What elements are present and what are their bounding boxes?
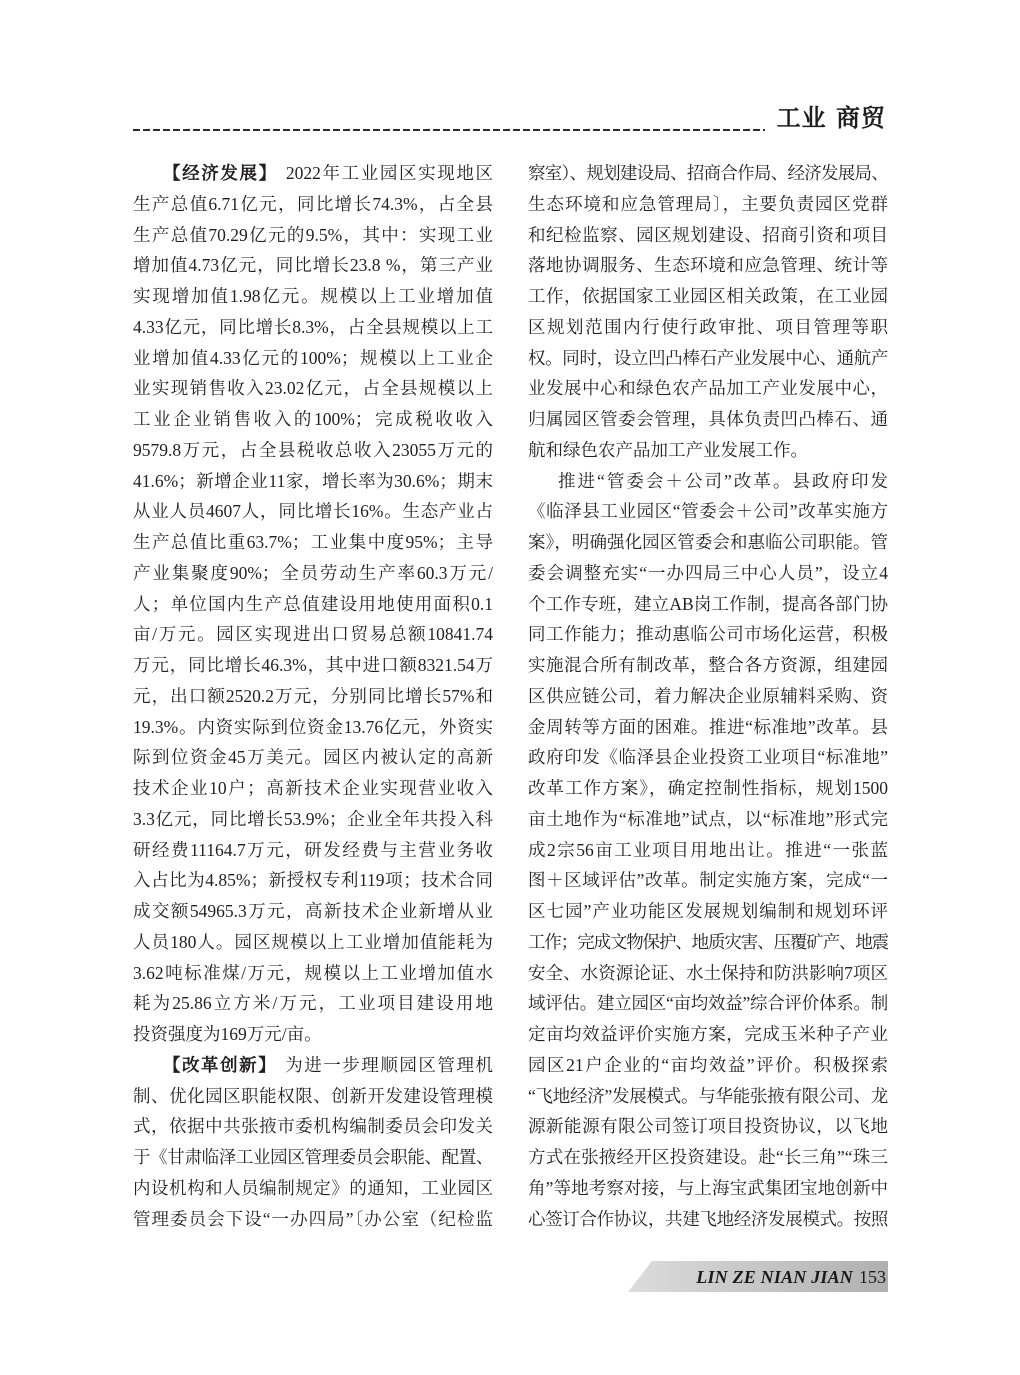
line-text: 3.62吨标准煤/万元，规模以上工业增加值水 — [133, 962, 493, 983]
line-text: 亩/万元。园区实现进出口贸易总额10841.74 — [133, 624, 493, 645]
text-line — [528, 1081, 888, 1112]
text-line — [528, 835, 888, 866]
line-text: 改革工作方案》，确定控制性指标，规划1500 — [528, 778, 888, 798]
line-text: 域评估。建立园区“亩均效益”综合评价体系。制 — [528, 993, 888, 1014]
text-line — [528, 804, 888, 835]
text-line — [528, 1019, 888, 1050]
text-line — [528, 1204, 888, 1235]
line-text: 人；单位国内生产总值建设用地使用面积0.1 — [133, 593, 493, 614]
text-line — [528, 988, 888, 1019]
line-text: 人员180人。园区规模以上工业增加值能耗为 — [133, 931, 493, 952]
line-text: 为进一步理顺园区管理机 — [285, 1054, 493, 1075]
line-text: 式，依据中共张掖市委机构编制委员会印发关 — [133, 1116, 493, 1137]
text-line — [133, 589, 493, 620]
text-line — [133, 496, 493, 527]
text-line — [528, 312, 888, 343]
text-line — [133, 220, 493, 251]
line-text: 亩土地作为“标准地”试点，以“标准地”形式完 — [528, 808, 888, 829]
line-text: 实施混合所有制改革，整合各方资源，组建园 — [528, 655, 888, 675]
line-text: 耗为25.86立方米/万元，工业项目建设用地 — [133, 993, 493, 1014]
text-line — [528, 250, 888, 281]
text-line — [133, 865, 493, 896]
line-text: 从业人员4607人，同比增长16%。生态产业占 — [133, 501, 493, 522]
line-text: 41.6%；新增企业11家，增长率为30.6%；期末 — [133, 470, 493, 491]
paragraph-heading: 【经济发展】 — [163, 163, 278, 183]
text-line — [133, 650, 493, 681]
text-line — [528, 1173, 888, 1204]
line-text: 元，出口额2520.2万元，分别同比增长57%和 — [133, 685, 493, 706]
text-line — [133, 435, 493, 466]
line-text: 际到位资金45万美元。园区内被认定的高新 — [133, 747, 493, 768]
line-text: 图＋区域评估”改革。制定实施方案，完成“一 — [528, 870, 888, 891]
section-title: 工业 商贸 — [776, 104, 886, 132]
text-line — [528, 712, 888, 743]
line-text: 定亩均效益评价实施方案，完成玉米种子产业 — [528, 1024, 888, 1044]
line-text: 区七园”产业功能区发展规划编制和规划环评 — [528, 901, 888, 921]
text-line — [133, 373, 493, 404]
line-text: 安全、水资源论证、水土保持和防洪影响7项区 — [528, 962, 888, 983]
paragraph — [133, 158, 493, 1050]
line-text: 业发展中心和绿色农产品加工产业发展中心， — [528, 378, 888, 399]
text-line — [133, 1173, 493, 1204]
line-text: 生产总值比重63.7%；工业集中度95%；主导 — [133, 532, 493, 552]
line-text: 落地协调服务、生态环境和应急管理、统计等 — [528, 255, 888, 276]
text-line — [528, 1111, 888, 1142]
line-text: 个工作专班，建立AB岗工作制，提高各部门协 — [528, 593, 888, 614]
line-text: 工作，依据国家工业园区相关政策，在工业园 — [528, 286, 888, 306]
text-line — [133, 1081, 493, 1112]
running-footer — [696, 1263, 886, 1291]
paragraph-heading: 【改革创新】 — [163, 1054, 278, 1075]
line-text: 增加值4.73亿元，同比增长23.8 %，第三产业 — [133, 255, 493, 276]
line-text: 和纪检监察、园区规划建设、招商引资和项目 — [528, 224, 888, 245]
text-line — [528, 1142, 888, 1173]
line-text: 内设机构和人员编制规定》的通知，工业园区 — [133, 1177, 493, 1198]
text-line — [528, 466, 888, 497]
text-line — [133, 312, 493, 343]
line-text: 案》，明确强化园区管委会和惠临公司职能。管 — [528, 532, 888, 552]
line-text: 产业集聚度90%；全员劳动生产率60.3万元/ — [133, 562, 493, 583]
text-line — [133, 527, 493, 558]
text-line — [133, 1142, 493, 1173]
text-line — [133, 158, 493, 189]
text-line — [528, 558, 888, 589]
text-line — [133, 804, 493, 835]
text-line — [133, 896, 493, 927]
text-line — [133, 958, 493, 989]
line-text: 察室）、规划建设局、招商合作局、经济发展局、 — [528, 163, 888, 183]
text-line — [528, 681, 888, 712]
line-text: 航和绿色农产品加工产业发展工作。 — [528, 439, 808, 460]
text-line — [528, 435, 888, 466]
text-line — [528, 158, 888, 189]
line-text: 源新能源有限公司签订项目投资协议，以飞地 — [528, 1116, 888, 1137]
text-line — [133, 619, 493, 650]
paragraph — [133, 1050, 493, 1235]
page-number: 153 — [859, 1267, 886, 1287]
line-text: 投资强度为169万元/亩。 — [133, 1024, 322, 1044]
line-text: 推进“管委会＋公司”改革。县政府印发 — [558, 470, 888, 491]
text-line — [133, 773, 493, 804]
text-line — [133, 927, 493, 958]
line-text: 万元，同比增长46.3%，其中进口额8321.54万 — [133, 655, 493, 675]
line-text: 《临泽县工业园区“管委会＋公司”改革实施方 — [528, 501, 888, 522]
line-text: 园区21户企业的“亩均效益”评价。积极探索 — [528, 1054, 888, 1075]
text-line — [528, 619, 888, 650]
line-text: 委会调整充实“一办四局三中心人员”，设立4 — [528, 562, 888, 583]
text-line — [528, 865, 888, 896]
text-line — [528, 496, 888, 527]
line-text: 业增加值4.33亿元的100%；规模以上工业企 — [133, 347, 493, 368]
text-column-right — [528, 158, 888, 1234]
line-text: 生产总值70.29亿元的9.5%，其中：实现工业 — [133, 224, 493, 245]
line-text: 2022年工业园区实现地区 — [285, 163, 493, 183]
text-line — [528, 343, 888, 374]
text-line — [528, 742, 888, 773]
line-text: 管理委员会下设“一办四局”〔办公室（纪检监 — [133, 1208, 493, 1229]
line-text: 权。同时，设立凹凸棒石产业发展中心、通航产 — [528, 347, 888, 368]
text-line — [133, 742, 493, 773]
text-line — [133, 343, 493, 374]
text-line — [133, 1111, 493, 1142]
text-line — [133, 281, 493, 312]
text-line — [528, 404, 888, 435]
text-line — [528, 927, 888, 958]
line-text: 工作；完成文物保护、地质灾害、压覆矿产、地震 — [528, 931, 888, 952]
text-line — [528, 189, 888, 220]
header-dashed-rule — [133, 129, 765, 131]
line-text: 同工作能力；推动惠临公司市场化运营，积极 — [528, 624, 888, 645]
text-line — [133, 988, 493, 1019]
text-line — [528, 281, 888, 312]
text-line — [528, 373, 888, 404]
line-text: 区规划范围内行使行政审批、项目管理等职 — [528, 316, 888, 337]
running-title: LIN ZE NIAN JIAN — [696, 1267, 853, 1287]
line-text: 业实现销售收入23.02亿元，占全县规模以上 — [133, 378, 493, 399]
text-line — [133, 404, 493, 435]
text-line — [528, 650, 888, 681]
text-line — [133, 1050, 493, 1081]
line-text: 生产总值6.71亿元，同比增长74.3%，占全县 — [133, 193, 493, 214]
line-text: 成交额54965.3万元，高新技术企业新增从业 — [133, 901, 493, 921]
line-text: 制、优化园区职能权限、创新开发建设管理模 — [133, 1085, 493, 1106]
line-text: 生态环境和应急管理局〕，主要负责园区党群 — [528, 193, 888, 214]
text-line — [133, 189, 493, 220]
text-line — [133, 1019, 493, 1050]
line-text: 3.3亿元，同比增长53.9%；企业全年共投入科 — [133, 808, 493, 829]
line-text: 角”等地考察对接，与上海宝武集团宝地创新中 — [528, 1177, 888, 1198]
line-text: 4.33亿元，同比增长8.3%，占全县规模以上工 — [133, 316, 493, 337]
text-line — [528, 896, 888, 927]
line-text: 政府印发《临泽县企业投资工业项目“标准地” — [528, 747, 888, 768]
text-line — [528, 773, 888, 804]
line-text: 金周转等方面的困难。推进“标准地”改革。县 — [528, 716, 888, 737]
line-text: 19.3%。内资实际到位资金13.76亿元，外资实 — [133, 716, 493, 737]
line-text: 技术企业10户；高新技术企业实现营业收入 — [133, 778, 493, 798]
line-text: 区供应链公司，着力解决企业原辅料采购、资 — [528, 685, 888, 706]
line-text: 于《甘肃临泽工业园区管理委员会职能、配置、 — [133, 1147, 493, 1167]
text-line — [528, 589, 888, 620]
text-line — [133, 835, 493, 866]
text-line — [528, 1050, 888, 1081]
line-text: 心签订合作协议，共建飞地经济发展模式。按照 — [528, 1208, 888, 1229]
line-text: 研经费11164.7万元，研发经费与主营业务收 — [133, 839, 493, 860]
line-text: “飞地经济”发展模式。与华能张掖有限公司、龙 — [528, 1085, 888, 1106]
text-line — [528, 958, 888, 989]
line-text: 9579.8万元，占全县税收总收入23055万元的 — [133, 439, 493, 460]
line-text: 入占比为4.85%；新授权专利119项；技术合同 — [133, 870, 493, 891]
line-text: 归属园区管委会管理，具体负责凹凸棒石、通 — [528, 409, 888, 429]
text-line — [528, 527, 888, 558]
text-line — [133, 1204, 493, 1235]
line-text: 实现增加值1.98亿元。规模以上工业增加值 — [133, 286, 493, 306]
paragraph — [528, 158, 888, 466]
text-line — [528, 220, 888, 251]
line-text: 方式在张掖经开区投资建设。赴“长三角”“珠三 — [528, 1147, 888, 1167]
line-text: 工业企业销售收入的100%；完成税收收入 — [133, 409, 493, 429]
paragraph — [528, 466, 888, 1235]
text-line — [133, 466, 493, 497]
text-column-left — [133, 158, 493, 1234]
text-line — [133, 250, 493, 281]
text-line — [133, 712, 493, 743]
text-line — [133, 681, 493, 712]
text-line — [133, 558, 493, 589]
line-text: 成2宗56亩工业项目用地出让。推进“一张蓝 — [528, 839, 888, 860]
